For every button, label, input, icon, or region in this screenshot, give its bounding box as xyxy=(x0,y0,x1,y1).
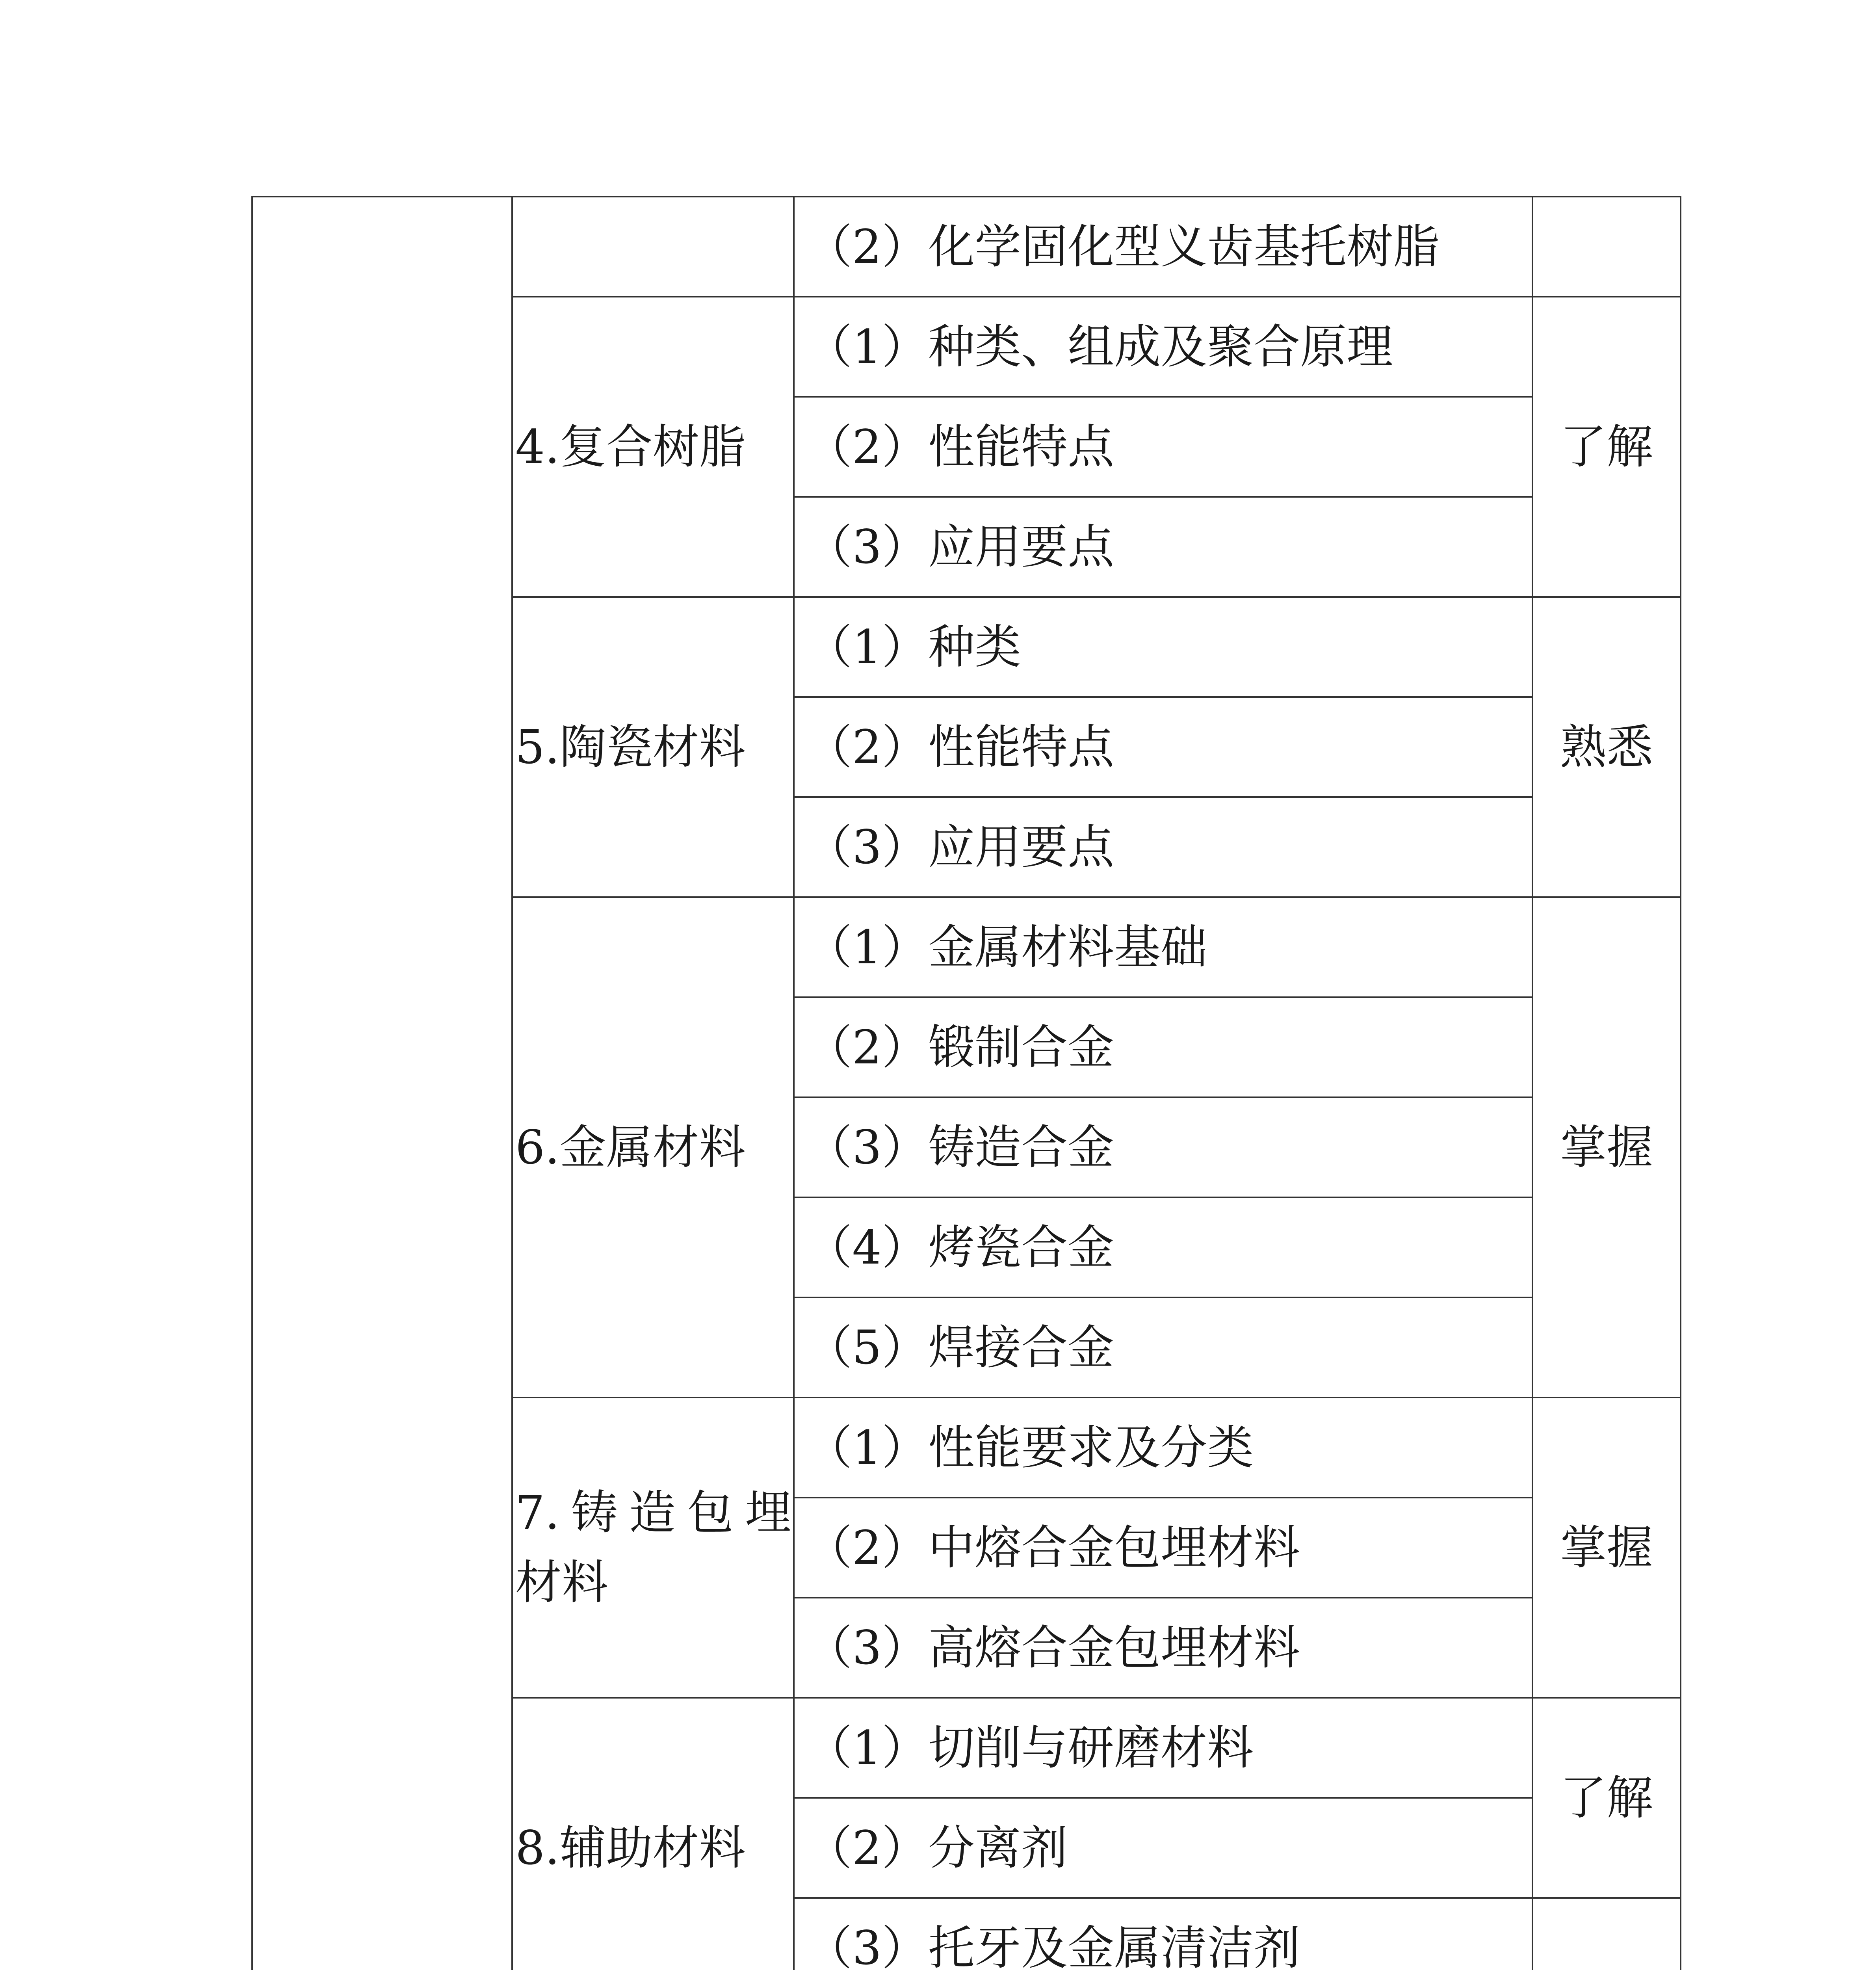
level-cell-empty xyxy=(1532,1898,1681,1970)
point-cell: （2）性能特点 xyxy=(794,697,1532,797)
point-cell: （1）切削与研磨材料 xyxy=(794,1698,1532,1798)
topic-cell xyxy=(512,1698,794,1970)
point-cell: （4）烤瓷合金 xyxy=(794,1197,1532,1297)
point-cell: （2）分离剂 xyxy=(794,1798,1532,1898)
point-cell: （2）锻制合金 xyxy=(794,997,1532,1097)
point-cell: （2）中熔合金包埋材料 xyxy=(794,1498,1532,1598)
point-cell: （3）应用要点 xyxy=(794,497,1532,597)
topic-cell xyxy=(512,897,794,1398)
table-row xyxy=(252,197,1681,297)
point-cell: （3）托牙及金属清洁剂 xyxy=(794,1898,1532,1970)
level-cell: 了解 xyxy=(1532,1698,1681,1898)
level-cell: 熟悉 xyxy=(1532,597,1681,897)
syllabus-table xyxy=(251,196,1681,1970)
point-cell: （1）种类 xyxy=(794,597,1532,697)
point-cell: （1）种类、组成及聚合原理 xyxy=(794,297,1532,397)
point-cell: （3）应用要点 xyxy=(794,797,1532,897)
topic-label: 4.复合树脂 xyxy=(515,419,746,474)
level-cell xyxy=(1532,197,1681,297)
topic-cell xyxy=(512,297,794,597)
topic-label: 6.金属材料 xyxy=(515,1120,746,1175)
point-cell: （5）焊接合金 xyxy=(794,1297,1532,1398)
chapter-cell-materials xyxy=(252,197,512,1970)
topic-label: 7.铸造包埋材料 xyxy=(515,1485,791,1609)
level-cell: 掌握 xyxy=(1532,897,1681,1398)
level-cell: 掌握 xyxy=(1532,1398,1681,1698)
point-cell: （3）高熔合金包埋材料 xyxy=(794,1598,1532,1698)
point-cell: （2）化学固化型义齿基托树脂 xyxy=(794,197,1532,297)
topic-cell-continued xyxy=(512,197,794,297)
topic-cell xyxy=(512,597,794,897)
topic-label: 8.辅助材料 xyxy=(515,1820,746,1875)
point-cell: （1）金属材料基础 xyxy=(794,897,1532,997)
point-cell: （1）性能要求及分类 xyxy=(794,1398,1532,1498)
point-cell: （3）铸造合金 xyxy=(794,1097,1532,1197)
level-cell: 了解 xyxy=(1532,297,1681,597)
point-cell: （2）性能特点 xyxy=(794,397,1532,497)
topic-cell xyxy=(512,1398,794,1698)
topic-label: 5.陶瓷材料 xyxy=(515,719,746,774)
